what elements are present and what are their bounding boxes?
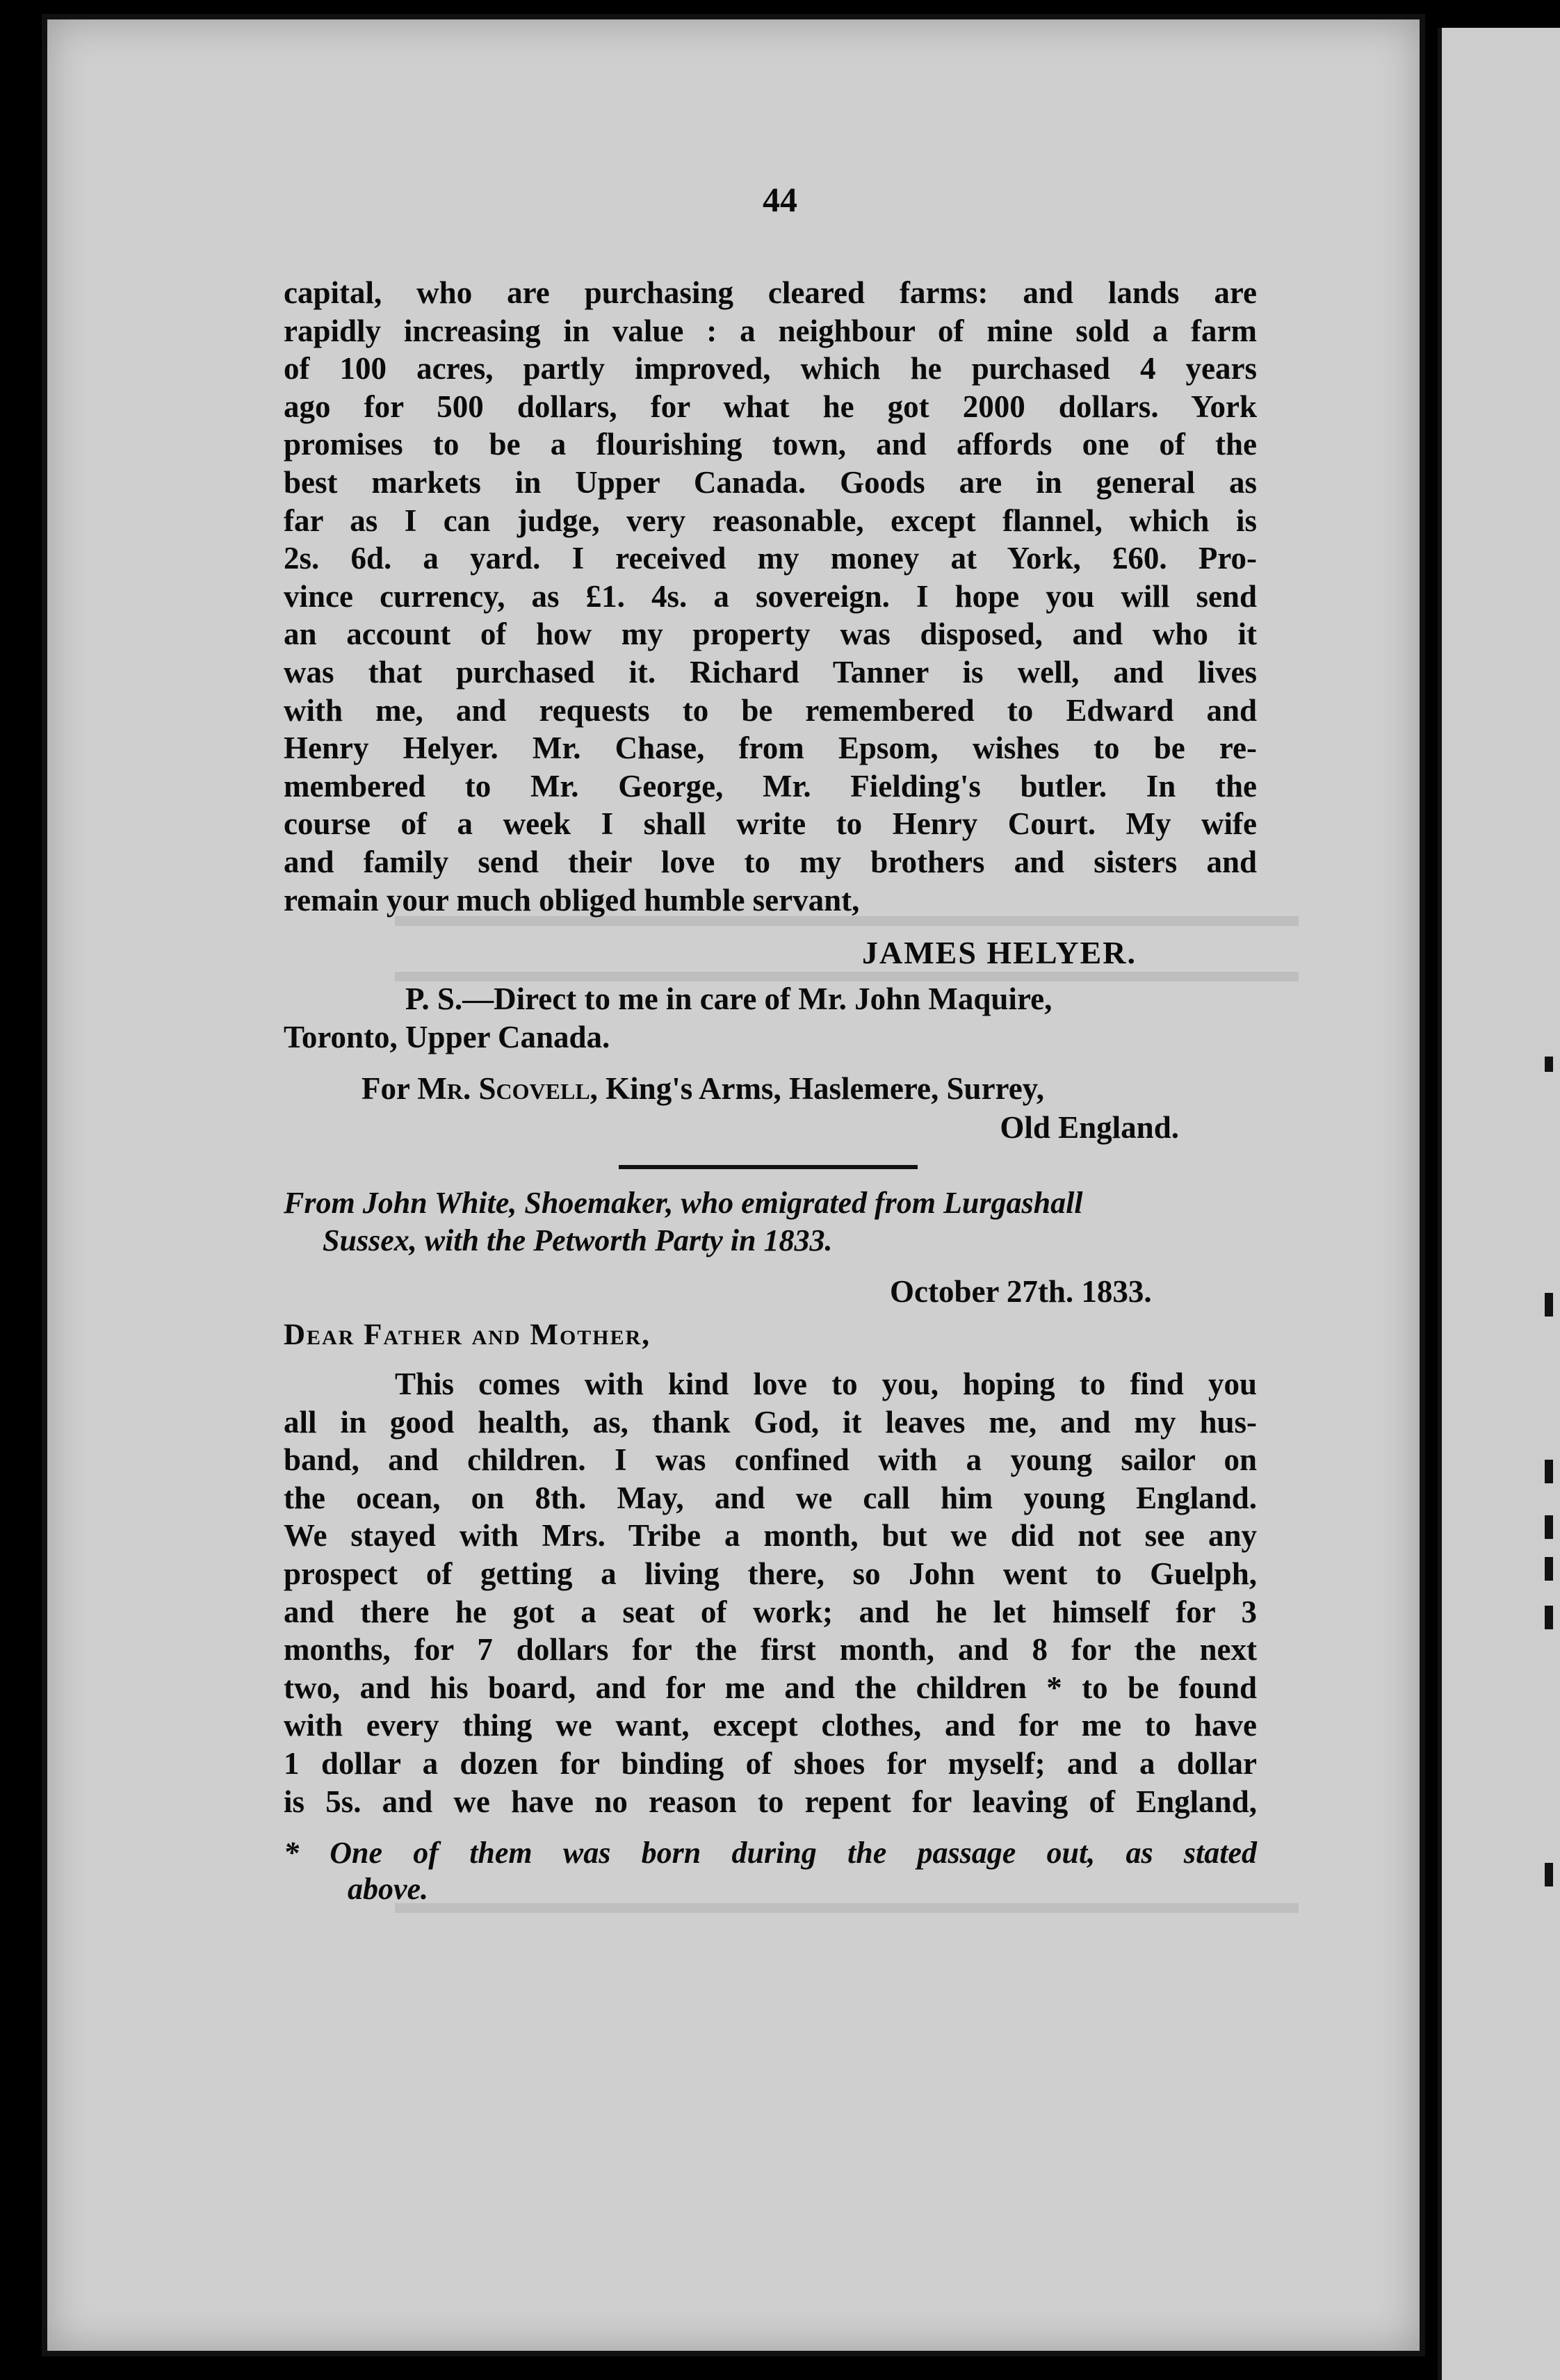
margin-mark [1545,1293,1553,1317]
salutation: Dear Father and Mother, [284,1319,651,1351]
text-line: 1 dollar a dozen for binding of shoes for myself; and a dollar [284,1745,1257,1781]
text-line: with me, and requests to be remembered to Edward and [284,692,1257,728]
text-line: vince currency, as £1. 4s. a sovereign. I hope you will send [284,578,1257,614]
text-line: We stayed with Mrs. Tribe a month, but we did not see any [284,1518,1257,1554]
text-line: best markets in Upper Canada. Goods are in general as [284,464,1257,500]
text-line: the ocean, on 8th. May, and we call him young England. [284,1480,1257,1515]
text-line: two, and his board, and for me and the children * to be found [284,1670,1257,1705]
text-line: and there he got a seat of work; and he let himself for 3 [284,1594,1257,1629]
section-divider [619,1165,918,1169]
text-line: months, for 7 dollars for the first month, and 8 for the next [284,1632,1257,1668]
text-line: far as I can judge, very reasonable, except flannel, which is [284,503,1257,538]
margin-mark [1545,1606,1553,1629]
signature: JAMES HELYER. [862,935,1137,970]
postscript-line: P. S.—Direct to me in care of Mr. John Maquire, [405,981,1053,1016]
facing-page-marks [1528,28,1556,2380]
margin-mark [1545,1515,1553,1539]
margin-mark [1545,1057,1553,1072]
postscript-line: Toronto, Upper Canada. [284,1020,610,1054]
address-for: For [361,1071,410,1106]
letter-two-body [284,1365,1257,1820]
text-line: This comes with kind love to you, hoping to find you [395,1367,1257,1401]
text-line: was that purchased it. Richard Tanner is well, and lives [284,654,1257,690]
address-block [361,1069,1244,1147]
text-line: all in good health, as, thank God, it leaves me, and my hus- [284,1404,1257,1440]
page-number: 44 [763,180,797,219]
text-line: and family send their love to my brothers and sisters and [284,844,1257,879]
facing-page-edge [1438,28,1560,2380]
letter-date: October 27th. 1833. [890,1274,1152,1309]
margin-mark [1545,1863,1553,1886]
heading-line: Sussex, with the Petworth Party in 1833. [323,1223,833,1257]
address-rest: King's Arms, Haslemere, Surrey, [606,1071,1044,1106]
text-line: Henry Helyer. Mr. Chase, from Epsom, wishes to be re- [284,731,1257,766]
text-line: 2s. 6d. a yard. I received my money at York, £60. Pro- [284,541,1257,576]
address-line [361,1069,1244,1108]
text-line: capital, who are purchasing cleared farms: and lands are [284,275,1257,310]
postscript [284,980,1257,1057]
footnote-line: * One of them was born during the passage out, as stated [284,1836,1257,1870]
text-line: with every thing we want, except clothes, and for me to have [284,1708,1257,1743]
text-line: remain your much obliged humble servant, [284,882,860,918]
letter-one-body [284,274,1257,919]
text-line: prospect of getting a living there, so John went to Guelph, [284,1556,1257,1591]
text-line: an account of how my property was disposed, and who it [284,617,1257,652]
text-line: ago for 500 dollars, for what he got 2000 dollars. York [284,389,1257,424]
text-line: of 100 acres, partly improved, which he purchased 4 years [284,351,1257,386]
letter-two-heading [284,1184,1264,1260]
address-country: Old England. [1000,1110,1179,1145]
margin-mark [1545,1460,1553,1483]
text-line: promises to be a flourishing town, and affords one of the [284,427,1257,462]
text-line: band, and children. I was confined with a young sailor on [284,1442,1257,1478]
text-line: rapidly increasing in value : a neighbour of mine sold a farm [284,313,1257,348]
margin-mark [1545,1557,1553,1581]
text-line: course of a week I shall write to Henry Court. My wife [284,806,1257,842]
text-line: membered to Mr. George, Mr. Fielding's butler. In the [284,768,1257,804]
footnote-line: above. [348,1872,429,1906]
text-line: is 5s. and we have no reason to repent for leaving of England, [284,1784,1257,1819]
heading-line: From John White, Shoemaker, who emigrated from Lurgashall [284,1186,1083,1220]
footnote [284,1835,1257,1907]
address-name: Mr. Scovell, [417,1071,598,1106]
